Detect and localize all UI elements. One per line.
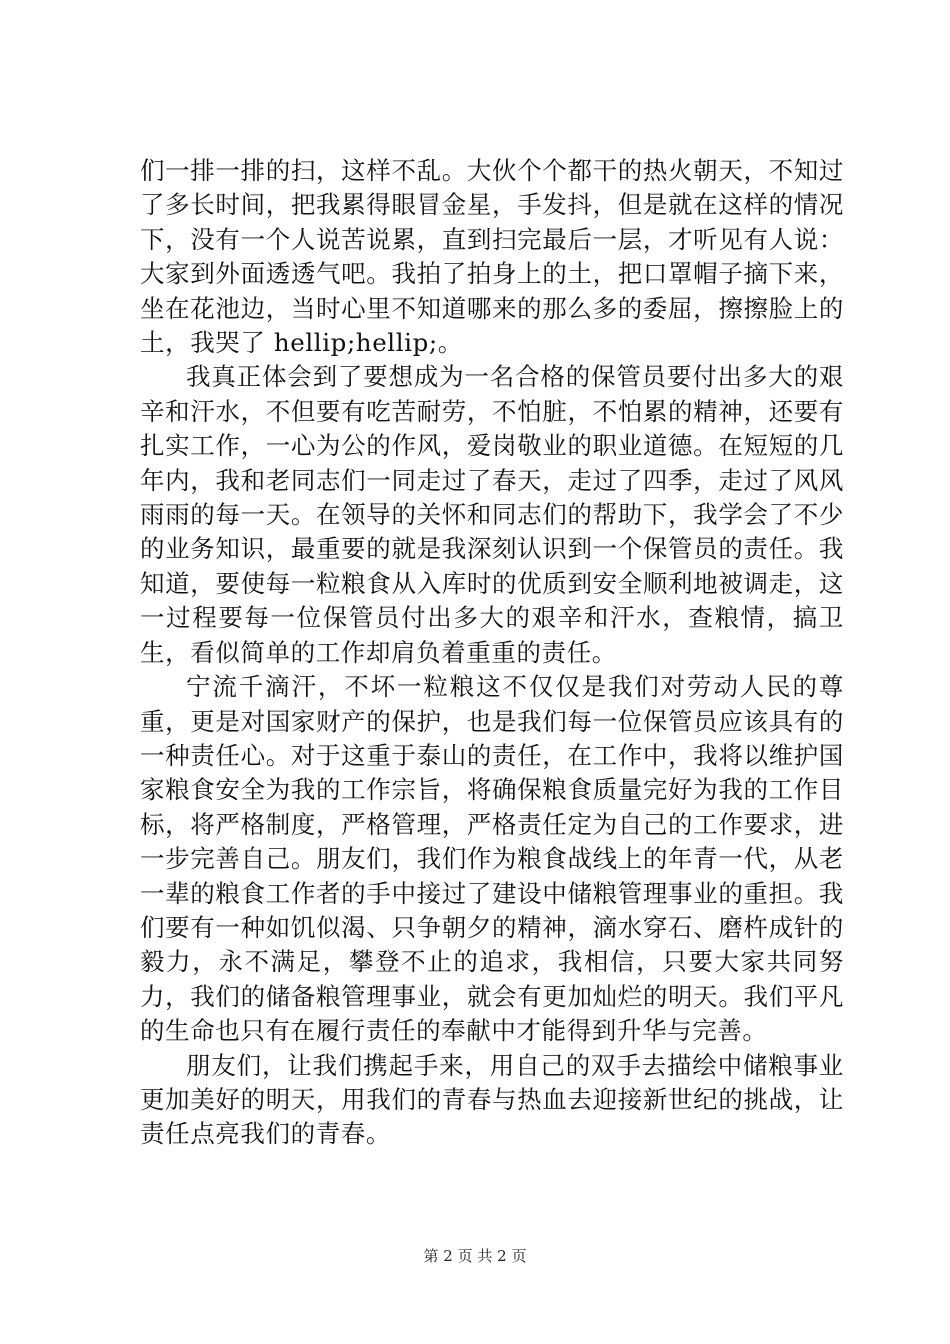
paragraph-2: 我真正体会到了要想成为一名合格的保管员要付出多大的艰辛和汗水，不但要有吃苦耐劳，不怕脏，不怕累的精神，还要有扎实工作，一心为公的作风，爱岗敬业的职业道德。在短短的几年内，我和老同志们一同走过了春天，走过了四季，走过了风风雨雨的每一天。在领导的关怀和同志们的帮助下，我学会了不少的业务知识，最重要的就是我深刻认识到一个保管员的责任。我知道，要使每一粒粮食从入库时的优质到安全顺利地被调走，这一过程要每一位保管员付出多大的艰辛和汗水，查粮情，搞卫生，看似简单的工作却肩负着重重的责任。	[140, 362, 844, 667]
paragraph-3: 宁流千滴汗，不坏一粒粮这不仅仅是我们对劳动人民的尊重，更是对国家财产的保护，也是我们每一位保管员应该具有的一种责任心。对于这重于泰山的责任，在工作中，我将以维护国家粮食安全为我的工作宗旨，将确保粮食质量完好为我的工作目标，将严格制度，严格管理，严格责任定为自己的工作要求，进一步完善自己。朋友们，我们作为粮食战线上的年青一代，从老一辈的粮食工作者的手中接过了建设中储粮管理事业的重担。我们要有一种如饥似渴、只争朝夕的精神，滴水穿石、磨杵成针的毅力，永不满足，攀登不止的追求，我相信，只要大家共同努力，我们的储备粮管理事业，就会有更加灿烂的明天。我们平凡的生命也只有在履行责任的奉献中才能得到升华与完善。	[140, 672, 844, 1046]
page-number-footer: 第 2 页 共 2 页	[423, 1247, 527, 1265]
paragraph-1: 们一排一排的扫，这样不乱。大伙个个都干的热火朝天，不知过了多长时间，把我累得眼冒金星，手发抖，但是就在这样的情况下，没有一个人说苦说累，直到扫完最后一层，才听见有人说：大家到外面透透气吧。我拍了拍身上的土，把口罩帽子摘下来，坐在花池边，当时心里不知道哪来的那么多的委屈，擦擦脸上的土，我哭了 hellip;hellip;。	[140, 156, 844, 358]
paragraph-4: 朋友们，让我们携起手来，用自己的双手去描绘中储粮事业更加美好的明天，用我们的青春与热血去迎接新世纪的挑战，让责任点亮我们的青春。	[140, 1050, 844, 1149]
document-body	[140, 154, 844, 1152]
